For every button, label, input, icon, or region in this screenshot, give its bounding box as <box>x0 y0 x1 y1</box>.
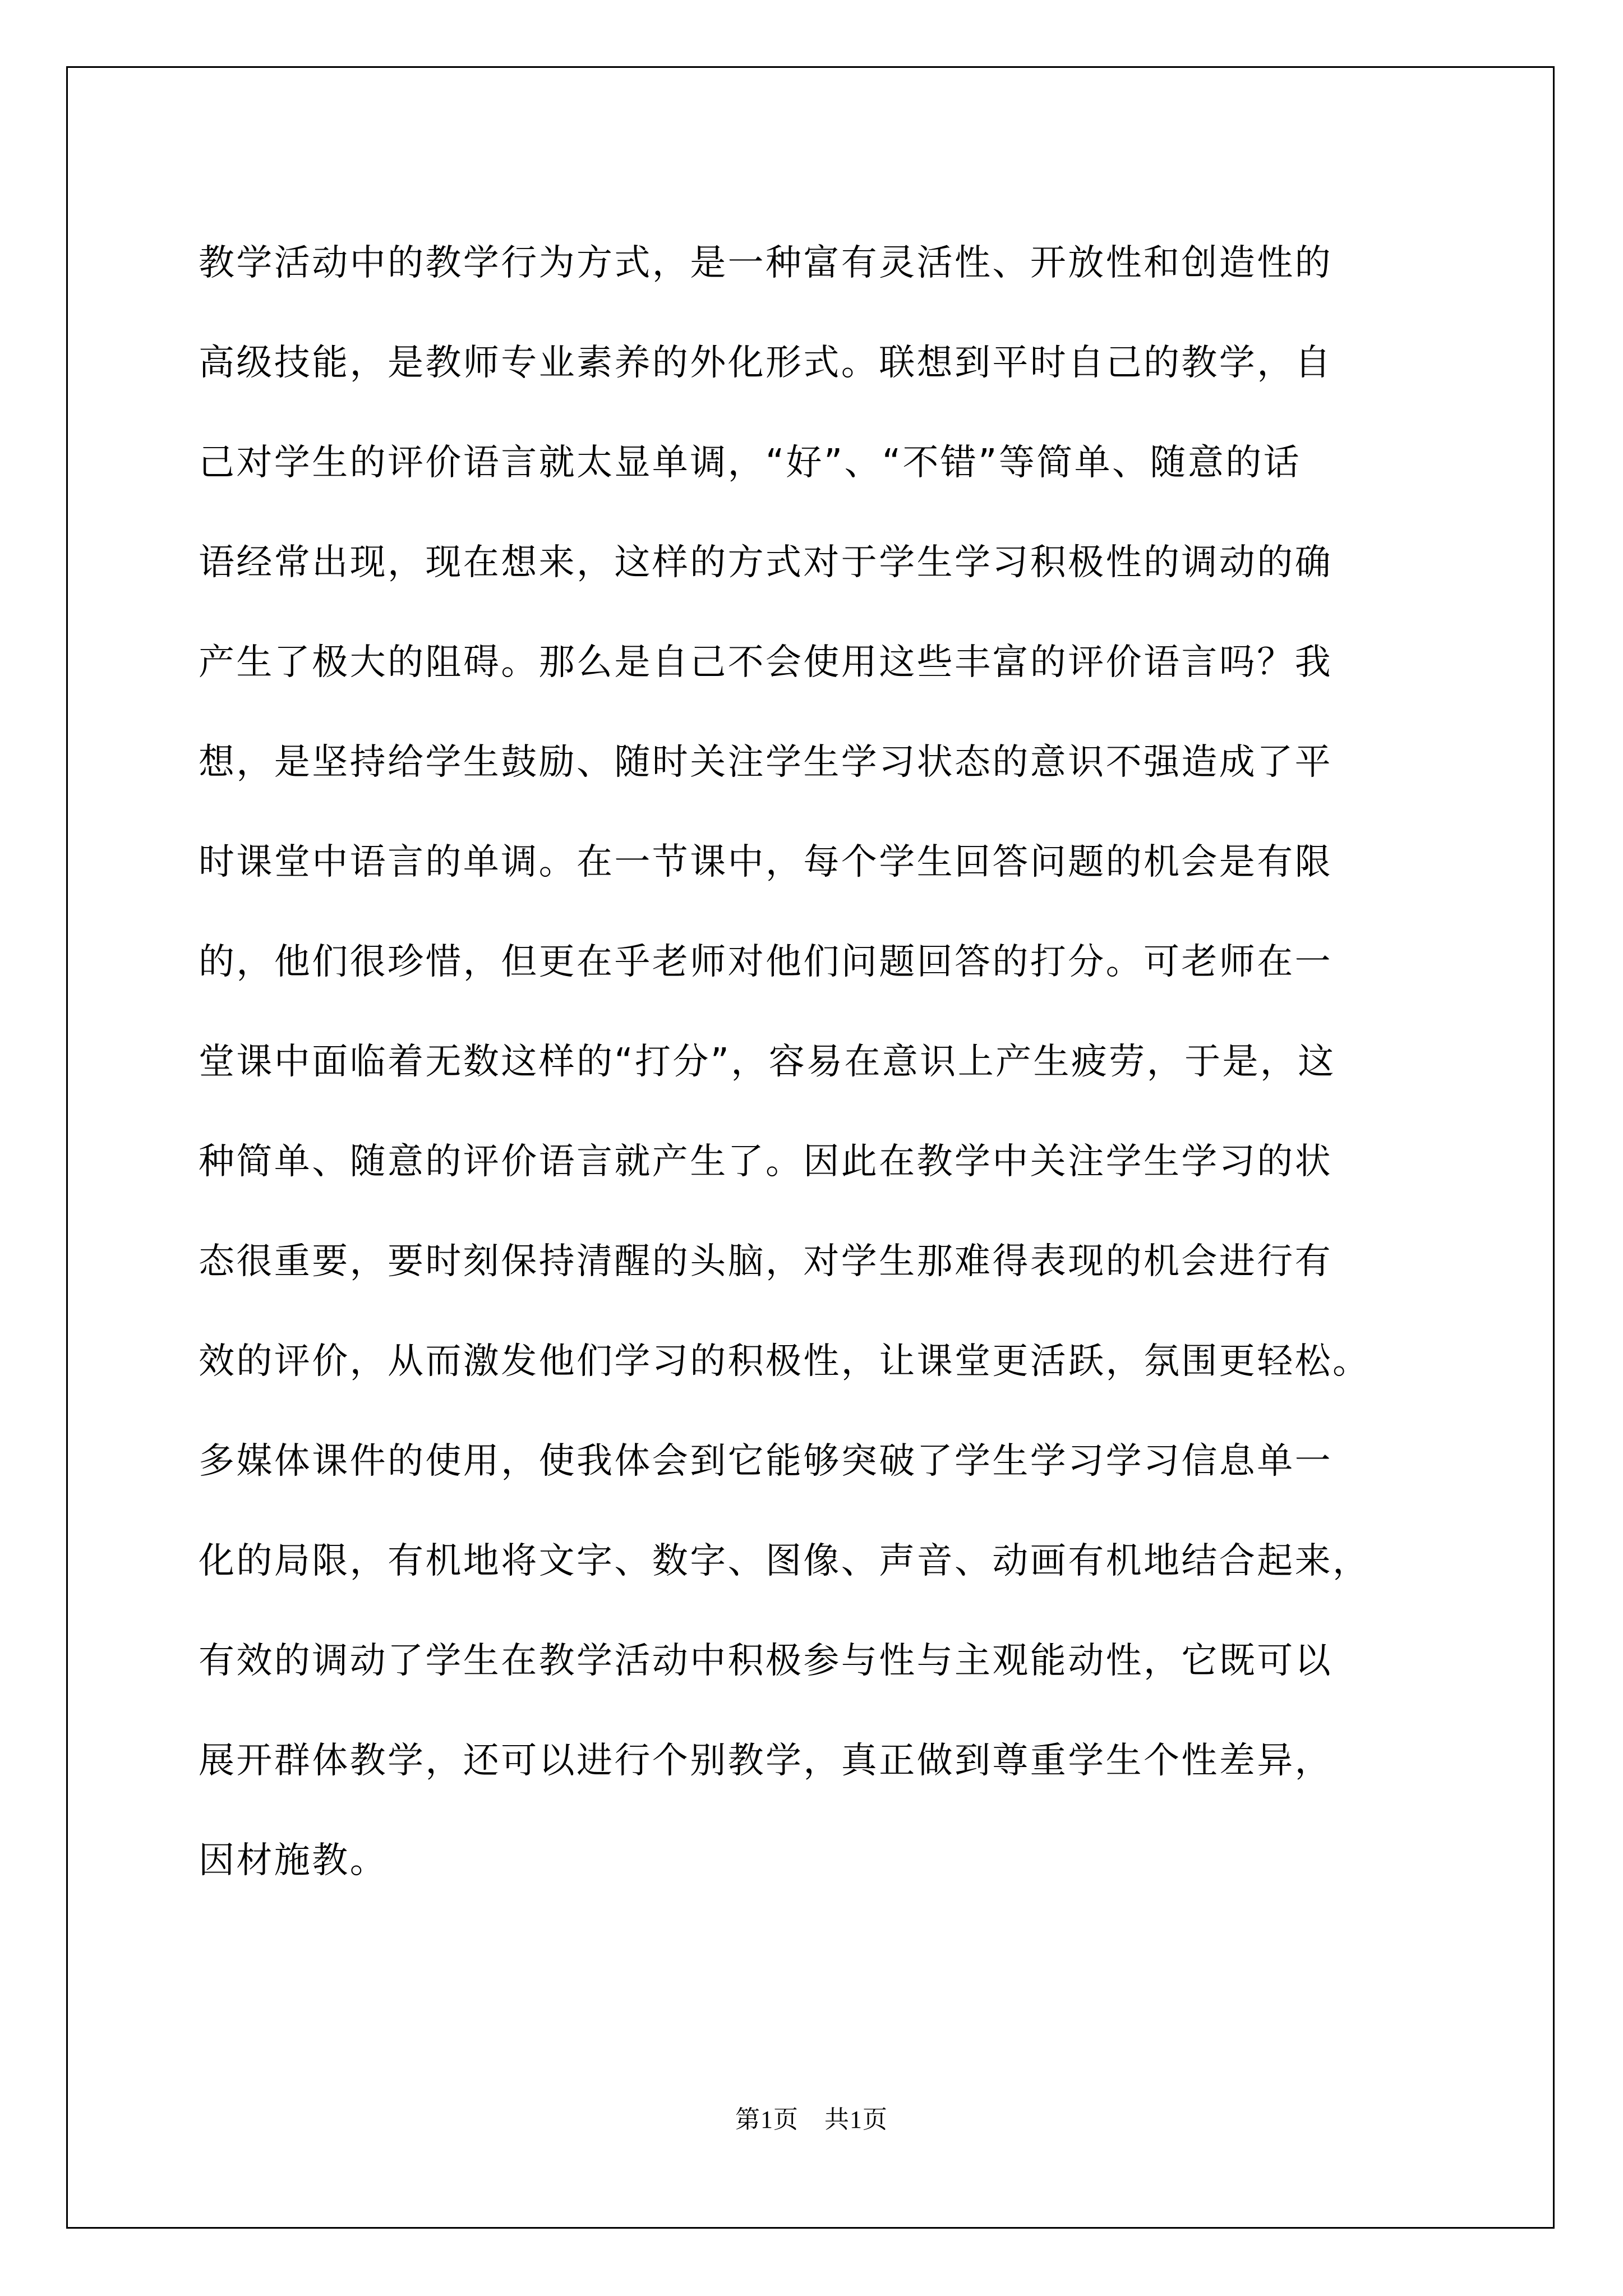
text-line: 想，是坚持给学生鼓励、随时关注学生学习状态的意识不强造成了平 <box>199 742 1332 783</box>
text-line: 教学活动中的教学行为方式，是一种富有灵活性、开放性和创造性的 <box>199 242 1332 284</box>
text-line: 高级技能，是教师专业素养的外化形式。联想到平时自己的教学，自 <box>199 342 1332 384</box>
text-line: 语经常出现，现在想来，这样的方式对于学生学习积极性的调动的确 <box>199 542 1332 583</box>
text-line: 堂课中面临着无数这样的“打分”，容易在意识上产生疲劳，于是，这 <box>199 1041 1336 1083</box>
text-line: 产生了极大的阻碍。那么是自己不会使用这些丰富的评价语言吗？我 <box>199 642 1332 683</box>
text-line: 时课堂中语言的单调。在一节课中，每个学生回答问题的机会是有限 <box>199 841 1332 883</box>
text-line: 的，他们很珍惜，但更在乎老师对他们问题回答的打分。可老师在一 <box>199 941 1332 983</box>
text-line: 因材施教。 <box>199 1840 388 1881</box>
page-footer <box>0 2099 1623 2135</box>
text-line: 态很重要，要时刻保持清醒的头脑，对学生那难得表现的机会进行有 <box>199 1241 1332 1282</box>
text-line: 效的评价，从而激发他们学习的积极性，让课堂更活跃，氛围更轻松。 <box>199 1341 1371 1382</box>
text-line: 己对学生的评价语言就太显单调，“好”、“不错”等简单、随意的话 <box>199 442 1302 484</box>
page-number: 第1页 <box>735 2106 799 2133</box>
text-line: 种简单、随意的评价语言就产生了。因此在教学中关注学生学习的状 <box>199 1141 1332 1182</box>
text-line: 多媒体课件的使用，使我体会到它能够突破了学生学习学习信息单一 <box>199 1441 1332 1482</box>
document-body <box>199 213 1455 1911</box>
text-line: 有效的调动了学生在教学活动中积极参与性与主观能动性，它既可以 <box>199 1640 1332 1682</box>
text-line: 化的局限，有机地将文字、数字、图像、声音、动画有机地结合起来， <box>199 1540 1371 1582</box>
page-total: 共1页 <box>824 2106 888 2133</box>
text-line: 展开群体教学，还可以进行个别教学，真正做到尊重学生个性差异， <box>199 1740 1332 1782</box>
